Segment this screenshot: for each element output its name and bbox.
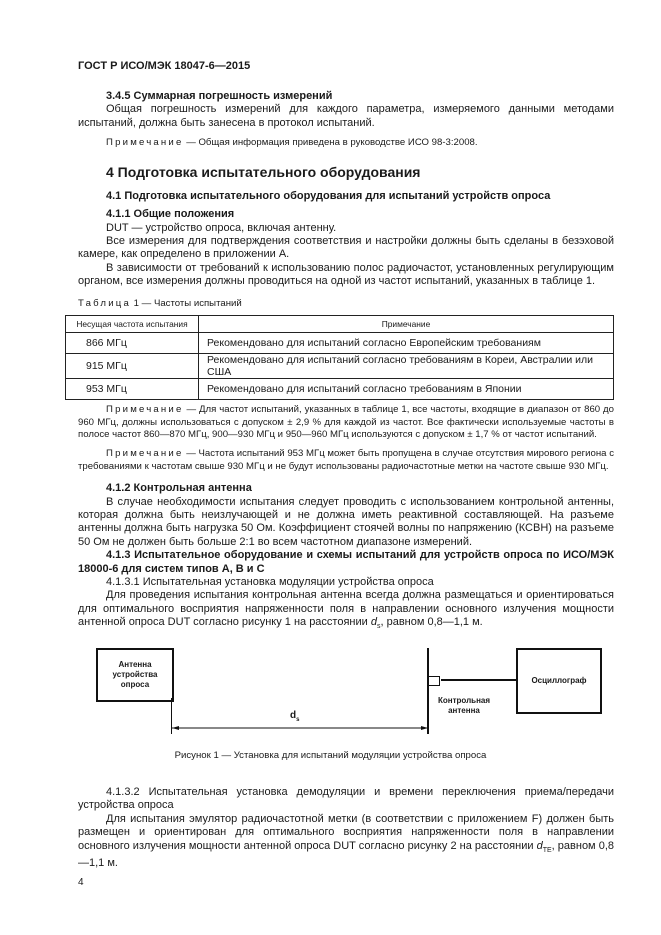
column-header-frequency: Несущая частота испытания [66, 316, 199, 333]
cell-note: Рекомендовано для испытаний согласно требованиям в Японии [199, 379, 614, 400]
cell-frequency: 915 МГц [66, 354, 199, 379]
frequency-table [65, 315, 614, 400]
section-4-1-2-heading: 4.1.2 Контрольная антенна [106, 482, 252, 495]
cell-note: Рекомендовано для испытаний согласно Европейским требованиям [199, 333, 614, 354]
section-4-1-3-1-text [78, 589, 614, 633]
section-4-1-1-p1: DUT — устройство опроса, включая антенну. [106, 221, 337, 234]
distance-arrow [170, 722, 432, 734]
table-header-row [66, 316, 614, 333]
interrogator-antenna-label: Антенна устройства опроса [112, 659, 158, 689]
section-4-1-3-1-heading: 4.1.3.1 Испытательная установка модуляции устройства опроса [106, 576, 434, 589]
oscilloscope-label: Осциллограф [531, 675, 587, 685]
note-label: Примечание [106, 404, 184, 416]
section-4-1-3-heading: 4.1.3 Испытательное оборудование и схемы испытаний для устройств опроса по ИСО/МЭК 18000-6 для систем типов А, В и С [78, 549, 614, 575]
section-4-heading: 4 Подготовка испытательного оборудования [106, 163, 421, 180]
section-3-4-5-heading: 3.4.5 Суммарная погрешность измерений [106, 90, 333, 102]
text: Для испытания эмулятор радиочастотной метки (в соответствии с приложением F) должен быть размещен и ориентирован для оптимального восприятия напряженности поля в направлении основного излучения мощности антенной опроса DUT согласно рисунку 2 на расстоянии [78, 812, 614, 852]
table-note-2 [78, 448, 614, 473]
distance-sub: s [296, 716, 300, 723]
note-3-4-5 [78, 137, 614, 150]
note-text: — Для частот испытаний, указанных в таблице 1, все частоты, входящие в диапазон от 860 до 960 МГц, должны использоваться с допуском ± 2,9 % для каждой из частот. Все фактически используемые частоты в полосе частот 860—870 МГц, 900—930 МГц и 950—960 МГц используются с допуском ± 1,7 % от частот испытаний. [78, 404, 614, 441]
table-caption-text: 1 — Частоты испытаний [131, 297, 242, 309]
figure-caption: Рисунок 1 — Установка для испытаний модуляции устройства опроса [174, 749, 487, 761]
table-row [66, 379, 614, 400]
cell-note: Рекомендовано для испытаний согласно требованиям в Кореи, Австралии или США [199, 354, 614, 379]
oscilloscope-box [516, 648, 602, 714]
section-4-1-heading: 4.1 Подготовка испытательного оборудования для испытаний устройств опроса [106, 189, 551, 202]
section-4-1-3-2-heading: 4.1.3.2 Испытательная установка демодуляции и времени переключения приема/передачи устройства опроса [78, 785, 614, 812]
variable-subscript: s [376, 623, 381, 631]
variable-subscript: TE [542, 846, 552, 854]
figure-1 [0, 648, 661, 776]
table-row [66, 354, 614, 379]
reference-antenna-label: Контрольная антенна [437, 695, 491, 715]
distance-var: d [290, 709, 297, 721]
cell-frequency: 866 МГц [66, 333, 199, 354]
variable: d [536, 839, 543, 852]
table-note-1 [78, 404, 614, 442]
table-row [66, 333, 614, 354]
note-text: — Общая информация приведена в руководстве ИСО 98-3:2008. [183, 137, 478, 149]
document-header: ГОСТ Р ИСО/МЭК 18047-6—2015 [78, 60, 251, 72]
cell-frequency: 953 МГц [66, 379, 199, 400]
variable: d [370, 616, 377, 629]
table-caption [78, 298, 614, 311]
cable-line [441, 679, 516, 681]
table-caption-label: Таблица [78, 297, 132, 309]
interrogator-antenna-box [96, 648, 174, 702]
column-header-note: Примечание [199, 316, 614, 333]
section-3-4-5-text: Общая погрешность измерений для каждого параметра, измеряемого данными методами испытаний, должна быть занесена в протокол испытаний. [78, 103, 614, 129]
section-4-1-1-p2: Все измерения для подтверждения соответствия и настройки должны быть сделаны в безэховой камере, как определено в приложении А. [78, 235, 614, 261]
section-4-1-2-text: В случае необходимости испытания следует проводить с использованием контрольной антенны, которая должна быть неизлучающей и не должна иметь реактивной составляющей. На разъеме антенны должна быть нагрузка 50 Ом. Коэффициент стоячей волны по напряжению (КСВН) на разъеме 50 Ом не должен быть больше 2:1 во всем частотном диапазоне измерений. [78, 495, 614, 548]
text: , равном 0,8—1,1 м. [78, 839, 614, 870]
note-label: Примечание [106, 448, 184, 460]
section-4-1-3-2-text [78, 813, 614, 871]
antenna-connector [429, 676, 440, 686]
note-label: Примечание [106, 137, 184, 149]
page-number: 4 [78, 876, 84, 888]
text: Для проведения испытания контрольная антенна всегда должна размещаться и ориентироваться для оптимального восприятия напряженности поля в направлении основного излучения мощности антенной опроса DUT согласно рисунку 1 на расстоянии [78, 589, 614, 629]
section-4-1-1-p3: В зависимости от требований к использованию полос радиочастот, установленных регулирующим органом, все измерения должны проводиться на одной из частот испытаний, указанных в таблице 1. [78, 261, 614, 288]
section-4-1-1-heading: 4.1.1 Общие положения [106, 208, 235, 221]
text: , равном 0,8—1,1 м. [380, 616, 483, 629]
note-text: — Частота испытаний 953 МГц может быть пропущена в случае отсутствия мирового региона с требованиями к частотам свыше 930 МГц и не будут использованы радиочастотные метки на частоте свыше 930 МГц. [78, 448, 614, 472]
